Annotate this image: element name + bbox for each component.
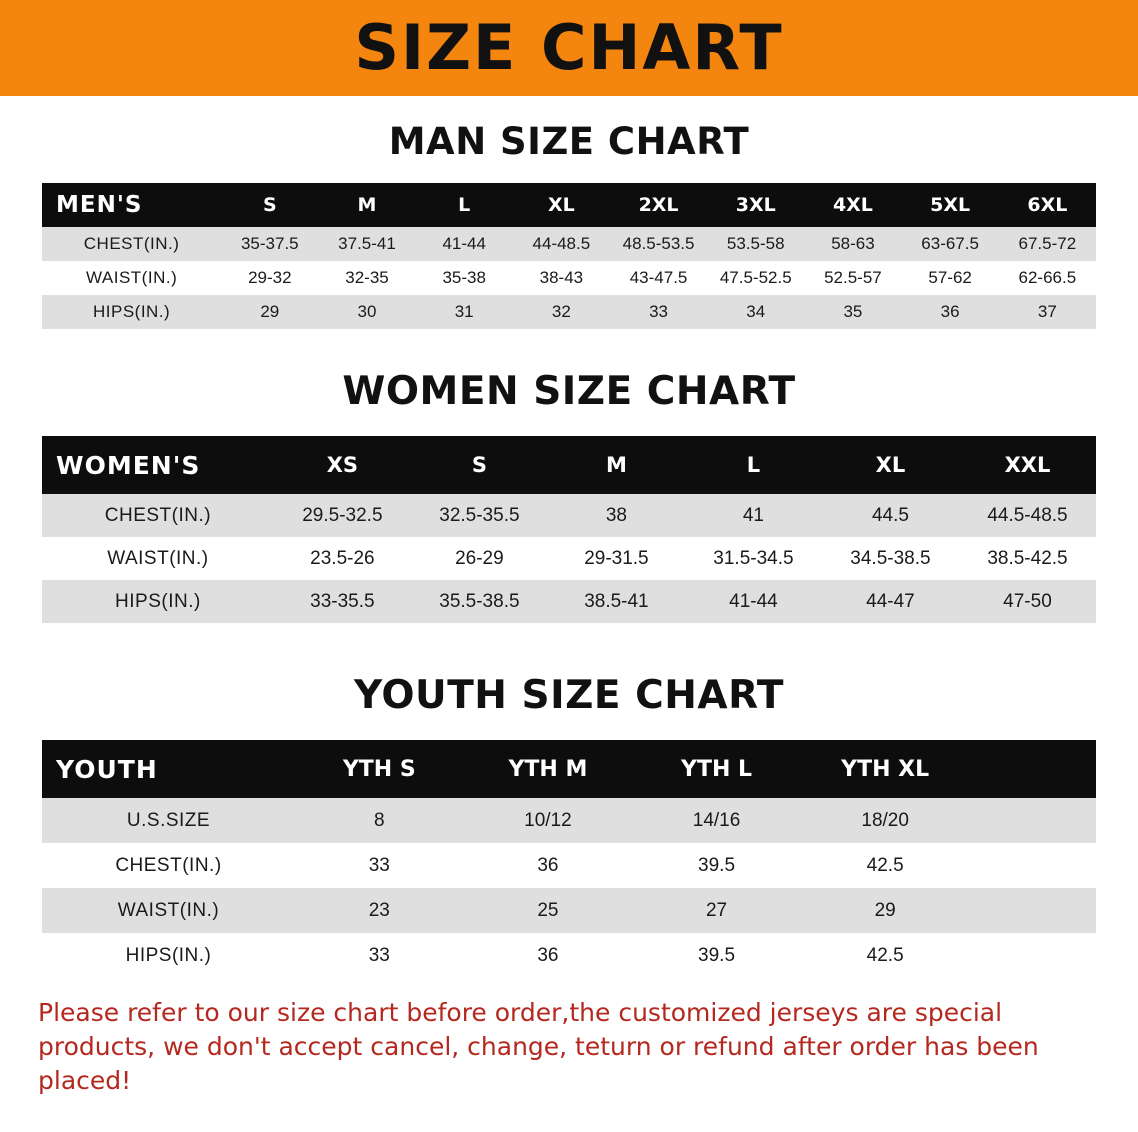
youth-cell-1-3: 42.5 (801, 843, 970, 888)
man-cell-0-3: 44-48.5 (513, 227, 610, 261)
man-cell-0-8: 67.5-72 (999, 227, 1096, 261)
youth-cell-2-0: 23 (295, 888, 464, 933)
man-cell-2-4: 33 (610, 295, 707, 329)
youth-header-row (42, 740, 1096, 798)
women-cell-2-0: 33-35.5 (274, 580, 411, 623)
table-row (42, 227, 1096, 261)
table-row (42, 933, 1096, 978)
man-section-title: MAN SIZE CHART (388, 120, 750, 163)
man-col-2: L (416, 183, 513, 227)
man-cell-1-8: 62-66.5 (999, 261, 1096, 295)
man-cell-2-6: 35 (804, 295, 901, 329)
women-row-1-label: WAIST(IN.) (42, 537, 274, 580)
women-cell-1-3: 31.5-34.5 (685, 537, 822, 580)
women-row-header-label: WOMEN'S (42, 436, 274, 494)
man-col-5: 3XL (707, 183, 804, 227)
youth-cell-1-2: 39.5 (632, 843, 801, 888)
man-col-8: 6XL (999, 183, 1096, 227)
man-row-0-label: CHEST(IN.) (42, 227, 221, 261)
women-size-table-wrapper (42, 436, 1096, 623)
table-row (42, 798, 1096, 843)
youth-section-title: YOUTH SIZE CHART (354, 673, 784, 718)
youth-cell-2-1: 25 (464, 888, 633, 933)
man-cell-1-7: 57-62 (902, 261, 999, 295)
women-cell-1-5: 38.5-42.5 (959, 537, 1096, 580)
youth-col-1: YTH M (464, 740, 633, 798)
man-size-table (42, 183, 1096, 329)
table-row (42, 295, 1096, 329)
man-cell-0-7: 63-67.5 (902, 227, 999, 261)
youth-cell-1-spacer (969, 843, 1096, 888)
man-row-2-label: HIPS(IN.) (42, 295, 221, 329)
youth-cell-3-spacer (969, 933, 1096, 978)
youth-size-table-wrapper (42, 740, 1096, 978)
man-cell-2-8: 37 (999, 295, 1096, 329)
women-col-1: S (411, 436, 548, 494)
man-cell-2-2: 31 (416, 295, 513, 329)
man-col-7: 5XL (902, 183, 999, 227)
women-table-body (42, 494, 1096, 623)
man-cell-2-1: 30 (318, 295, 415, 329)
man-cell-1-2: 35-38 (416, 261, 513, 295)
youth-col-2: YTH L (632, 740, 801, 798)
man-cell-1-3: 38-43 (513, 261, 610, 295)
youth-cell-2-2: 27 (632, 888, 801, 933)
man-cell-1-0: 29-32 (221, 261, 318, 295)
women-cell-1-1: 26-29 (411, 537, 548, 580)
man-cell-1-5: 47.5-52.5 (707, 261, 804, 295)
youth-cell-2-spacer (969, 888, 1096, 933)
youth-row-1-label: CHEST(IN.) (42, 843, 295, 888)
women-cell-2-4: 44-47 (822, 580, 959, 623)
women-header-row (42, 436, 1096, 494)
women-size-table (42, 436, 1096, 623)
man-table-body (42, 227, 1096, 329)
man-table-head (42, 183, 1096, 227)
youth-col-spacer (969, 740, 1096, 798)
women-table-head (42, 436, 1096, 494)
youth-cell-0-3: 18/20 (801, 798, 970, 843)
youth-cell-0-spacer (969, 798, 1096, 843)
women-cell-2-3: 41-44 (685, 580, 822, 623)
women-section-title: WOMEN SIZE CHART (342, 369, 796, 414)
man-cell-1-1: 32-35 (318, 261, 415, 295)
youth-row-2-label: WAIST(IN.) (42, 888, 295, 933)
man-cell-0-5: 53.5-58 (707, 227, 804, 261)
man-cell-0-2: 41-44 (416, 227, 513, 261)
man-cell-0-0: 35-37.5 (221, 227, 318, 261)
man-col-0: S (221, 183, 318, 227)
youth-size-table (42, 740, 1096, 978)
man-cell-2-3: 32 (513, 295, 610, 329)
women-col-3: L (685, 436, 822, 494)
women-cell-2-1: 35.5-38.5 (411, 580, 548, 623)
man-col-1: M (318, 183, 415, 227)
youth-cell-3-3: 42.5 (801, 933, 970, 978)
women-cell-0-4: 44.5 (822, 494, 959, 537)
youth-cell-0-1: 10/12 (464, 798, 633, 843)
youth-row-0-label: U.S.SIZE (42, 798, 295, 843)
man-cell-0-6: 58-63 (804, 227, 901, 261)
women-cell-0-5: 44.5-48.5 (959, 494, 1096, 537)
women-cell-0-2: 38 (548, 494, 685, 537)
youth-row-3-label: HIPS(IN.) (42, 933, 295, 978)
women-col-0: XS (274, 436, 411, 494)
man-size-table-wrapper (42, 183, 1096, 329)
man-cell-1-6: 52.5-57 (804, 261, 901, 295)
man-cell-0-1: 37.5-41 (318, 227, 415, 261)
youth-cell-3-2: 39.5 (632, 933, 801, 978)
man-cell-2-7: 36 (902, 295, 999, 329)
youth-cell-1-0: 33 (295, 843, 464, 888)
page-banner (0, 0, 1138, 96)
table-row (42, 843, 1096, 888)
man-cell-2-5: 34 (707, 295, 804, 329)
man-col-3: XL (513, 183, 610, 227)
man-col-6: 4XL (804, 183, 901, 227)
man-cell-2-0: 29 (221, 295, 318, 329)
women-cell-2-5: 47-50 (959, 580, 1096, 623)
women-cell-0-3: 41 (685, 494, 822, 537)
women-col-5: XXL (959, 436, 1096, 494)
youth-cell-0-0: 8 (295, 798, 464, 843)
women-cell-2-2: 38.5-41 (548, 580, 685, 623)
youth-col-3: YTH XL (801, 740, 970, 798)
youth-table-body (42, 798, 1096, 978)
youth-col-0: YTH S (295, 740, 464, 798)
women-cell-1-2: 29-31.5 (548, 537, 685, 580)
order-policy-note: Please refer to our size chart before order,the customized jerseys are special products, we don't accept cancel, change, teturn or refund after order has been placed! (38, 998, 1039, 1095)
page-title: SIZE CHART (354, 11, 784, 84)
man-header-row (42, 183, 1096, 227)
women-col-2: M (548, 436, 685, 494)
table-row (42, 261, 1096, 295)
women-row-0-label: CHEST(IN.) (42, 494, 274, 537)
man-col-4: 2XL (610, 183, 707, 227)
table-row (42, 888, 1096, 933)
table-row (42, 537, 1096, 580)
man-cell-0-4: 48.5-53.5 (610, 227, 707, 261)
man-cell-1-4: 43-47.5 (610, 261, 707, 295)
youth-cell-1-1: 36 (464, 843, 633, 888)
youth-cell-0-2: 14/16 (632, 798, 801, 843)
youth-table-head (42, 740, 1096, 798)
youth-cell-3-1: 36 (464, 933, 633, 978)
women-cell-1-0: 23.5-26 (274, 537, 411, 580)
table-row (42, 494, 1096, 537)
women-col-4: XL (822, 436, 959, 494)
youth-cell-2-3: 29 (801, 888, 970, 933)
women-cell-1-4: 34.5-38.5 (822, 537, 959, 580)
youth-row-header-label: YOUTH (42, 740, 295, 798)
women-cell-0-1: 32.5-35.5 (411, 494, 548, 537)
table-row (42, 580, 1096, 623)
women-row-2-label: HIPS(IN.) (42, 580, 274, 623)
women-cell-0-0: 29.5-32.5 (274, 494, 411, 537)
man-row-header-label: MEN'S (42, 183, 221, 227)
man-row-1-label: WAIST(IN.) (42, 261, 221, 295)
youth-cell-3-0: 33 (295, 933, 464, 978)
